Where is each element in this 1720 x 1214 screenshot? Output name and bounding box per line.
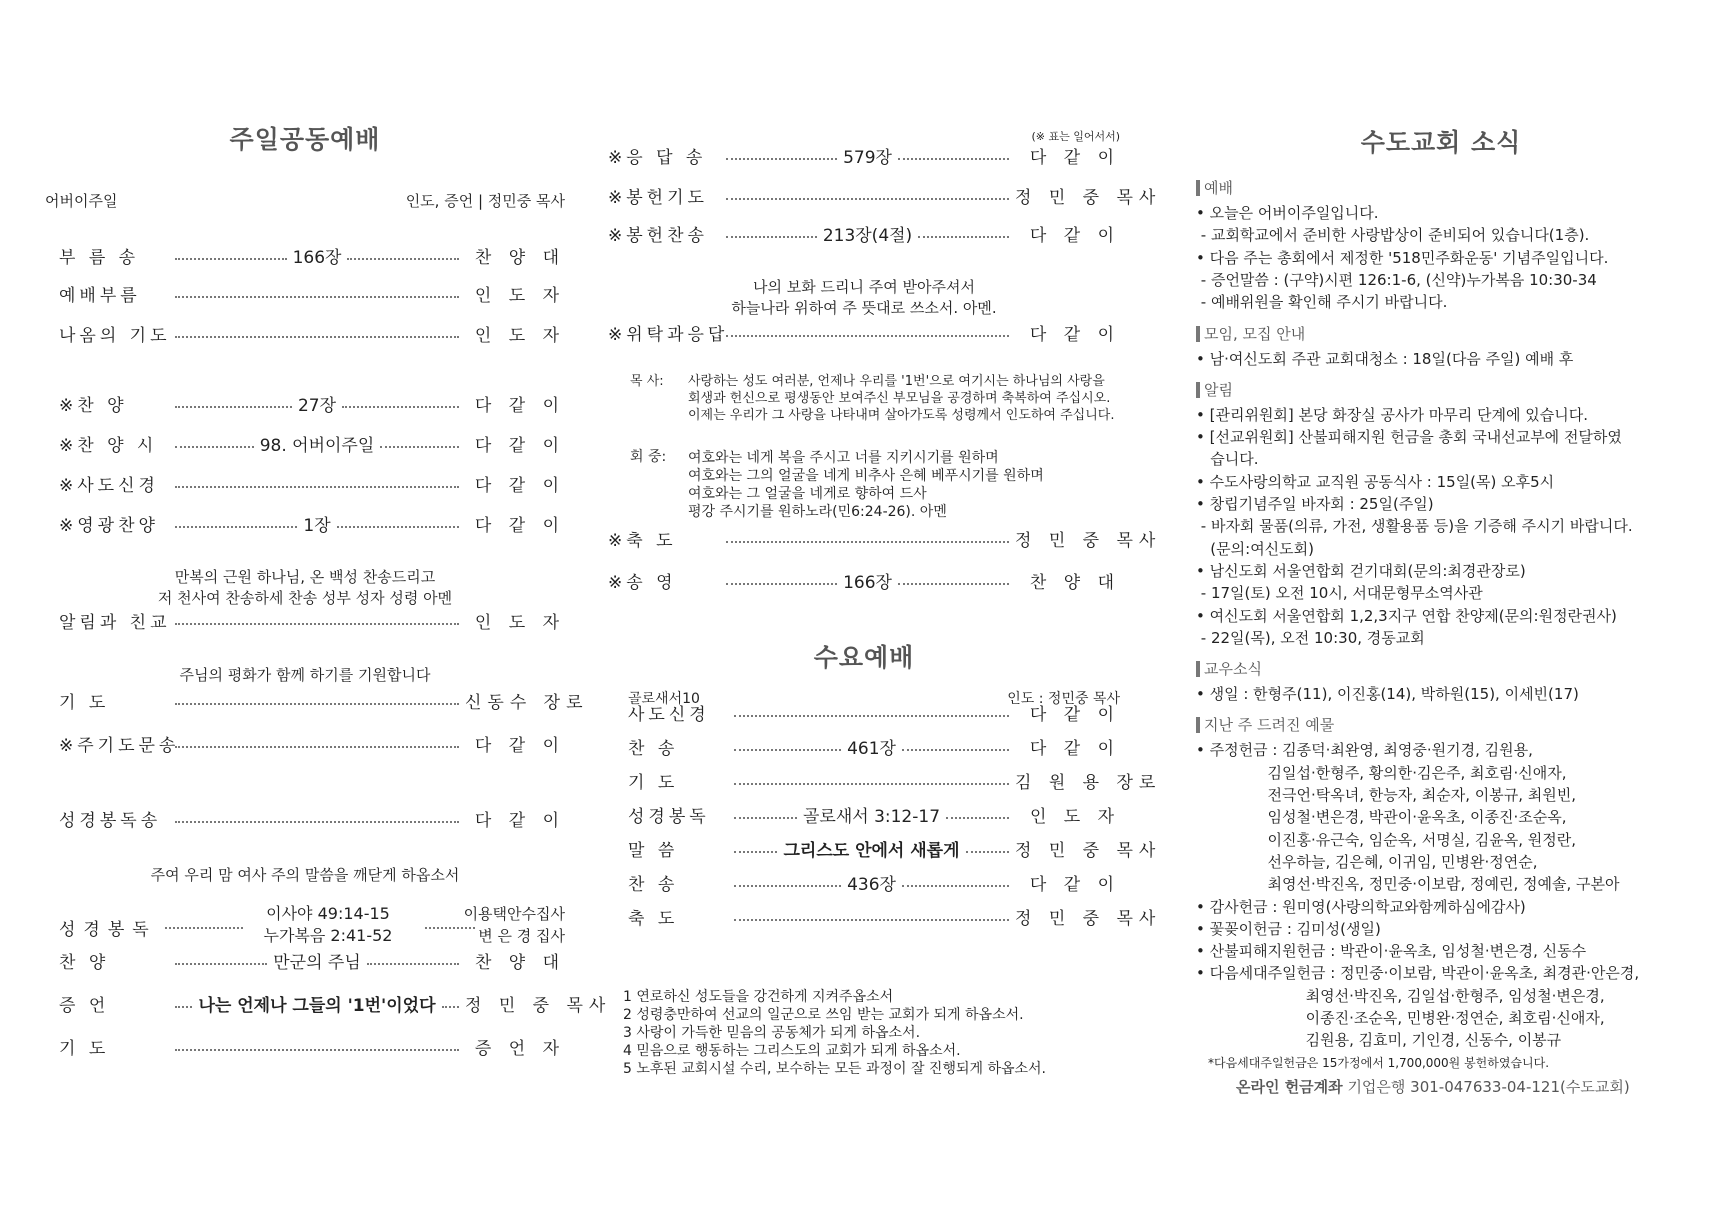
order-row — [608, 218, 1120, 248]
sunday-service-title: 주일공동예배 — [229, 125, 381, 154]
order-person: 정 민 중 목사 — [1015, 840, 1162, 861]
order-person: 다 같 이 — [1029, 147, 1120, 168]
news-line: 이종진·조순옥, 민병완·정연순, 최호림·신애자, — [1196, 1009, 1605, 1027]
news-line: 김원용, 김효미, 기인경, 신동수, 이봉규 — [1196, 1031, 1562, 1050]
order-detail: 213장(4절) — [822, 225, 913, 246]
order-row — [45, 988, 612, 1018]
order-person: 다 같 이 — [1029, 874, 1120, 895]
order-person: 정 민 중 목사 — [1015, 530, 1162, 551]
order-row — [608, 799, 1120, 829]
news-line: 습니다. — [1196, 450, 1259, 469]
order-person: 다 같 이 — [474, 515, 565, 536]
order-person: 인 도 자 — [1029, 806, 1121, 827]
order-person: 신동수 장로 — [465, 692, 589, 713]
news-line: 전극언·탁옥녀, 한능자, 최순자, 이봉규, 최원빈, — [1196, 786, 1577, 804]
order-person: 다 같 이 — [1029, 704, 1120, 725]
order-detail: 166장 — [292, 247, 342, 268]
wednesday-leader: 인도 : 정민중 목사 — [1007, 691, 1120, 707]
standing-note: (※ 표는 일어서서) — [1031, 130, 1120, 143]
news-line: • [선교위원회] 산불피해지원 헌금을 총회 국내선교부에 전달하였 — [1196, 428, 1622, 447]
order-label: 나옴의 기도 — [59, 325, 171, 346]
order-detail: 166장 — [843, 572, 892, 593]
order-row — [608, 867, 1120, 897]
wednesday-text: 골로새서10 — [628, 691, 700, 707]
order-label: 부 름 송 — [59, 247, 140, 268]
order-person: 다 같 이 — [474, 475, 565, 496]
account-label: 온라인 헌금계좌 — [1236, 1078, 1343, 1096]
news-line: • 생일 : 한형주(11), 이진홍(14), 박하원(15), 이세빈(17) — [1196, 685, 1579, 704]
news-line: - 교회학교에서 준비한 사랑밥상이 준비되어 있습니다(1층). — [1196, 226, 1590, 245]
order-detail: 27장 — [297, 395, 337, 416]
order-row — [45, 428, 565, 458]
order-label: ※송 영 — [608, 572, 677, 593]
order-row — [45, 605, 565, 635]
order-label: 증 언 — [59, 995, 110, 1016]
news-section-heading: 알림 — [1196, 382, 1233, 398]
order-row — [608, 565, 1120, 595]
reading-prayer: 주여 우리 맘 여사 주의 말씀을 깨닫게 하옵소서 — [150, 866, 460, 884]
order-row — [608, 833, 1162, 863]
news-line: (문의:여신도회) — [1196, 539, 1315, 558]
order-detail: 461장 — [847, 738, 896, 759]
news-line: 이진홍·유근숙, 임순옥, 서명실, 김윤옥, 원정란, — [1196, 830, 1577, 849]
news-line: • 여신도회 서울연합회 1,2,3지구 연합 찬양제(문의:원정란권사) — [1196, 606, 1617, 625]
news-section-heading: 모임, 모집 안내 — [1196, 326, 1305, 342]
prayer-item: 1 연로하신 성도들을 강건하게 지켜주옵소서 — [623, 989, 894, 1005]
news-line: • [관리위원회] 본당 화장실 공사가 마무리 단계에 있습니다. — [1196, 405, 1588, 424]
order-row — [45, 803, 565, 833]
scripture-reading-row — [45, 903, 565, 951]
order-row — [45, 468, 565, 498]
news-line: - 예배위원을 확인해 주시기 바랍니다. — [1196, 293, 1448, 312]
congregation-line: 여호와는 네게 복을 주시고 너를 지키시기를 원하며 — [688, 450, 999, 466]
order-person: 찬 양 대 — [474, 247, 565, 268]
reading-reader-2: 변 은 경 집사 — [478, 927, 565, 945]
news-line: • 수도사랑의학교 교직원 공동식사 : 15일(목) 오후5시 — [1196, 472, 1555, 491]
news-line: - 22일(목), 오전 10:30, 경동교회 — [1196, 628, 1425, 647]
news-line: • 꽃꽂이헌금 : 김미성(생일) — [1196, 919, 1381, 938]
order-person: 찬 양 대 — [474, 952, 566, 973]
reading-label: 성경봉독 — [59, 920, 157, 940]
gloria-text-1: 만복의 근원 하나님, 온 백성 찬송드리고 — [174, 568, 436, 586]
account-number: 기업은행 301-047633-04-121(수도교회) — [1347, 1078, 1630, 1096]
news-line: • 다음 주는 총회에서 제정한 '518민주화운동' 기념주일입니다. — [1196, 248, 1609, 267]
order-person: 인 도 자 — [474, 612, 565, 633]
order-row — [45, 318, 565, 348]
offering-text-2: 하늘나라 위하여 주 뜻대로 쓰소서. 아멘. — [731, 299, 997, 317]
order-detail: 1장 — [303, 515, 331, 536]
order-detail: 436장 — [847, 874, 896, 895]
order-person: 인 도 자 — [474, 325, 565, 346]
order-label: ※주기도문송 — [59, 735, 180, 756]
news-line: 임성철·변은경, 박관이·윤옥초, 이종진·조순옥, — [1196, 808, 1567, 827]
news-section-heading: 예배 — [1196, 180, 1233, 196]
reading-reader-1: 이용택안수집사 — [463, 905, 565, 923]
order-person: 찬 양 대 — [1029, 572, 1120, 593]
order-label: 성경봉독송 — [59, 810, 162, 831]
order-row — [608, 523, 1162, 553]
order-label: 축 도 — [628, 908, 679, 929]
congregation-line: 여호와는 그 얼굴을 네게로 향하여 드사 — [688, 486, 927, 502]
news-line: 최영선·박진옥, 김일섭·한형주, 임성철·변은경, — [1196, 986, 1605, 1005]
order-detail: 나는 언제나 그들의 '1번'이었다 — [198, 995, 436, 1016]
news-line: • 산불피해지원헌금 : 박관이·윤옥초, 임성철·변은경, 신동수 — [1196, 942, 1587, 961]
order-label: ※찬 양 시 — [59, 435, 158, 456]
news-line: • 남신도회 서울연합회 걷기대회(문의:최경관장로) — [1196, 561, 1526, 580]
church-news-column — [1196, 0, 1686, 1214]
order-label: 기 도 — [59, 692, 110, 713]
sunday-service-column — [45, 0, 612, 1214]
order-person: 인 도 자 — [474, 285, 565, 306]
order-label: 사도신경 — [628, 704, 710, 725]
wednesday-service-title: 수요예배 — [813, 643, 915, 672]
order-row — [45, 728, 565, 758]
order-row — [608, 765, 1162, 795]
news-section-heading: 교우소식 — [1196, 661, 1262, 677]
order-label: 말 씀 — [628, 840, 679, 861]
news-line: 선우하늘, 김은혜, 이귀임, 민병완·정연순, — [1196, 852, 1538, 871]
order-detail: 골로새서 3:12-17 — [802, 806, 941, 827]
order-label: ※사도신경 — [59, 475, 159, 496]
order-person: 김 원 용 장로 — [1015, 772, 1162, 793]
news-line: 김일섭·한형주, 황의한·김은주, 최호림·신애자, — [1196, 763, 1567, 782]
order-person: 다 같 이 — [1029, 324, 1120, 345]
online-account — [1236, 1076, 1630, 1097]
order-detail: 만군의 주님 — [273, 952, 361, 973]
order-row — [45, 278, 565, 308]
news-line: • 주정헌금 : 김종덕·최완영, 최영중·원기경, 김원용, — [1196, 741, 1533, 760]
prayer-item: 5 노후된 교회시설 수리, 보수하는 모든 과정이 잘 진행되게 하옵소서. — [623, 1061, 1047, 1077]
order-person: 다 같 이 — [1029, 738, 1120, 759]
order-row — [45, 240, 565, 270]
order-person: 증 언 자 — [474, 1038, 565, 1059]
order-label: 알림과 친교 — [59, 612, 171, 633]
order-row — [608, 180, 1162, 210]
order-label: ※응 답 송 — [608, 147, 707, 168]
order-label: ※봉헌기도 — [608, 187, 708, 208]
order-label: 찬 송 — [628, 874, 679, 895]
order-label: ※찬 양 — [59, 395, 128, 416]
footnote: *다음세대주일헌금은 15가정에서 1,700,000원 봉헌하였습니다. — [1208, 1056, 1550, 1070]
order-row — [608, 317, 1120, 347]
occasion: 어버이주일 — [45, 192, 118, 210]
order-person: 다 같 이 — [474, 435, 565, 456]
order-label: ※축 도 — [608, 530, 677, 551]
order-row — [608, 901, 1162, 931]
order-row — [608, 140, 1120, 170]
order-person: 정 민 중 목사 — [1015, 187, 1162, 208]
news-line: - 증언말씀 : (구약)시편 126:1-6, (신약)누가복음 10:30-34 — [1196, 270, 1597, 289]
order-detail: 98. 어버이주일 — [259, 435, 375, 456]
prayer-item: 4 믿음으로 행동하는 그리스도의 교회가 되게 하옵소서. — [623, 1043, 961, 1059]
order-label: ※봉헌찬송 — [608, 225, 708, 246]
news-line: • 남·여신도회 주관 교회대청소 : 18일(다음 주일) 예배 후 — [1196, 349, 1574, 368]
pastor-label: 목 사: — [630, 374, 664, 389]
order-row — [45, 685, 589, 715]
reading-passage-1: 이사야 49:14-15 — [266, 904, 390, 923]
order-row — [45, 1031, 565, 1061]
order-label: ※위탁과응답 — [608, 324, 729, 345]
order-row — [608, 731, 1120, 761]
reading-passage-2: 누가복음 2:41-52 — [263, 926, 393, 945]
order-row — [45, 508, 565, 538]
order-person: 정 민 중 목사 — [465, 995, 612, 1016]
news-line: • 다음세대주일헌금 : 정민중·이보람, 박관이·윤옥초, 최경관·안은경, — [1196, 964, 1640, 983]
worship-column-2 — [608, 0, 1162, 1214]
order-label: 찬 송 — [628, 738, 679, 759]
leaders: 인도, 증언 | 정민중 목사 — [405, 192, 565, 210]
news-line: • 창립기념주일 바자회 : 25일(주일) — [1196, 495, 1434, 513]
news-line: • 감사헌금 : 원미영(사랑의학교와함께하심에감사) — [1196, 897, 1526, 916]
order-label: 찬 양 — [59, 952, 110, 973]
order-person: 다 같 이 — [474, 810, 565, 831]
congregation-line: 평강 주시기를 원하노라(민6:24-26). 아멘 — [688, 504, 947, 520]
offering-text-1: 나의 보화 드리니 주여 받아주셔서 — [753, 278, 975, 296]
prayer-list — [623, 988, 1046, 1078]
order-person: 정 민 중 목사 — [1015, 908, 1162, 929]
order-label: 기 도 — [59, 1038, 110, 1059]
gloria-text-2: 저 천사여 찬송하세 찬송 성부 성자 성령 아멘 — [157, 589, 453, 607]
order-person: 다 같 이 — [474, 735, 565, 756]
order-label: 예배부름 — [59, 285, 141, 306]
order-person: 다 같 이 — [1029, 225, 1120, 246]
prayer-item: 3 사랑이 가득한 믿음의 공동체가 되게 하옵소서. — [623, 1025, 921, 1041]
news-line: • 오늘은 어버이주일입니다. — [1196, 204, 1379, 222]
news-line: - 바자회 물품(의류, 가전, 생활용품 등)을 기증해 주시기 바랍니다. — [1196, 517, 1633, 536]
order-row — [608, 697, 1120, 727]
congregation-line: 여호와는 그의 얼굴을 네게 비추사 은혜 베푸시기를 원하며 — [688, 468, 1044, 484]
peace-text: 주님의 평화가 함께 하기를 기원합니다 — [179, 666, 431, 684]
order-detail: 579장 — [843, 147, 892, 168]
news-title: 수도교회 소식 — [1360, 128, 1522, 157]
order-label: ※영광찬양 — [59, 515, 159, 536]
order-label: 기 도 — [628, 772, 679, 793]
news-section-heading: 지난 주 드려진 예물 — [1196, 717, 1334, 733]
order-person: 다 같 이 — [474, 395, 565, 416]
news-line: 최영선·박진옥, 정민중·이보람, 정예린, 정예솔, 구본아 — [1196, 875, 1620, 894]
congregation-label: 회 중: — [630, 449, 667, 465]
order-row — [45, 388, 565, 418]
order-label: 성경봉독 — [628, 806, 710, 827]
news-line: - 17일(토) 오전 10시, 서대문형무소역사관 — [1196, 584, 1483, 603]
pastor-text: 사랑하는 성도 여러분, 언제나 우리를 '1번'으로 여기시는 하나님의 사랑을 회생과 헌신으로 평생동안 보여주신 부모님을 공경하며 축복하여 주십시오. 이제는 우리가 그 사랑을 나타내며 살아가도록 성령께서 인도하여 주십니다. — [688, 374, 1115, 423]
prayer-item: 2 성령충만하여 선교의 일군으로 쓰임 받는 교회가 되게 하옵소서. — [623, 1007, 1024, 1023]
order-detail: 그리스도 안에서 새롭게 — [783, 840, 960, 861]
